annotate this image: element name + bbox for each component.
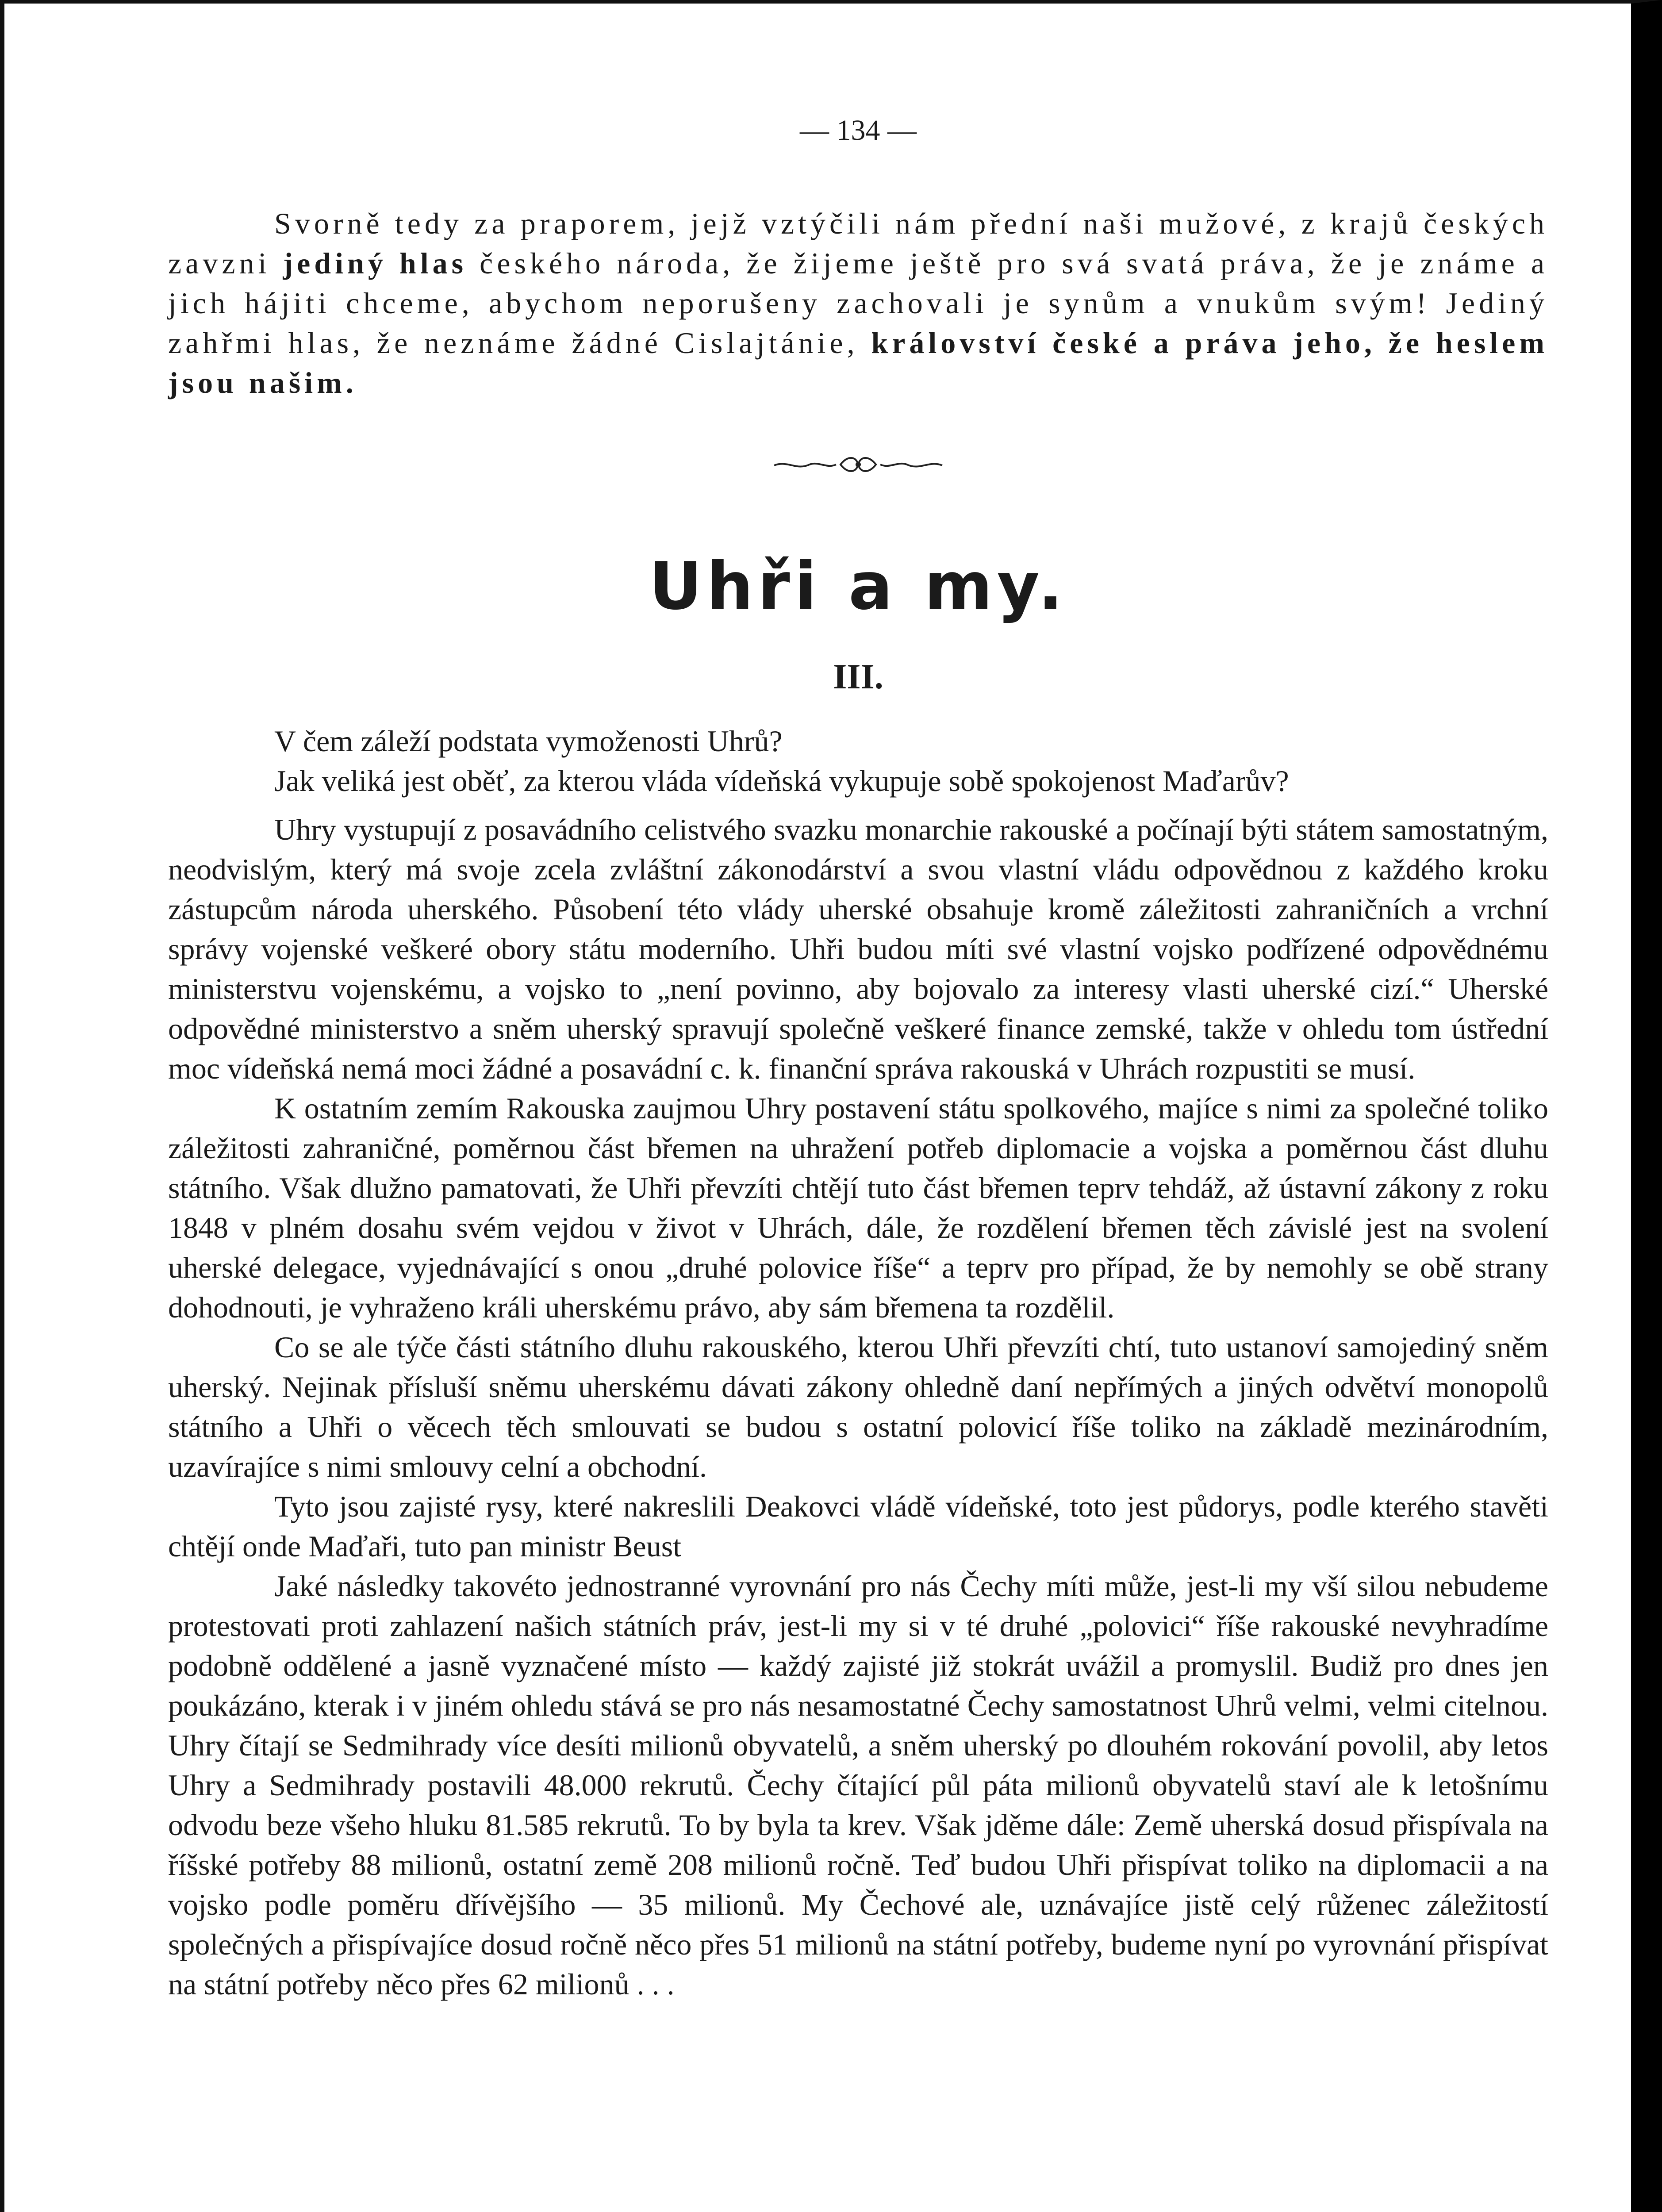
intro-bold-1: jediný hlas xyxy=(283,246,468,280)
body-paragraph-2: K ostatním zemím Rakouska zaujmou Uhry postavení státu spolkového, majíce s nimi za společné toliko záležitosti zahraničné, poměrnou část břemen na uhražení potřeb diplomacie a vojska a poměrnou část dluhu státního. Však dlužno pamatovati, že Uhři převzíti chtějí tuto část břemen teprv tehdáž, až ústavní zákony z roku 1848 v plném dosahu svém vejdou v život v Uhrách, dále, že rozdělení břemen těch závislé jest na svolení uherské delegace, vyjednávající s onou „druhé polovice říše“ a teprv pro případ, že by nemohly se obě strany dohodnouti, je vyhraženo králi uherskému právo, aby sám břemena ta rozdělil. xyxy=(168,1091,1548,1324)
body-paragraph-3: Co se ale týče části státního dluhu rakouského, kterou Uhři převzíti chtí, tuto ustanoví samojediný sněm uherský. Nejinak přísluší sněmu uherskému dávati zákony ohledně daní nepřímých a jiných odvětví monopolů státního a Uhři o věcech těch smlouvati se budou s ostatní polovicí říše toliko na základě mezinárodním, uzavírajíce s nimi smlouvy celní a obchodní. xyxy=(168,1330,1548,1483)
body-paragraph-4: Tyto jsou zajisté rysy, které nakreslili Deakovci vládě vídeňské, toto jest půdorys, podle kterého stavěti chtějí onde Maďaři, tuto pan ministr Beust xyxy=(168,1490,1548,1563)
section-number: III. xyxy=(833,657,883,696)
page-number: — 134 — xyxy=(800,114,917,146)
intro-bold-2: království české a práva jeho, že heslem jsou našim. xyxy=(168,326,1549,399)
document-page xyxy=(168,111,1548,2004)
question-1: V čem záleží podstata vymoženosti Uhrů? xyxy=(274,724,783,758)
question-2: Jak veliká jest oběť, za kterou vláda vídeňská vykupuje sobě spokojenost Maďarův? xyxy=(274,764,1289,798)
article-title: Uhři a my. xyxy=(649,548,1067,624)
intro-text-1: Svorně tedy za praporem, jejž vztýčili nám přední naši mužové, z krajů českých zavzni xyxy=(168,207,1548,280)
body-paragraph-1: Uhry vystupují z posavádního celistvého svazku monarchie rakouské a počínají býti státem samostatným, neodvislým, který má svoje zcela zvláštní zákonodárství a svou vlastní vládu odpovědnou z každého kroku zástupcům národa uherského. Působení této vlády uherské obsahuje kromě záležitosti zahraničních a vrchní správy vojenské veškeré obory státu moderního. Uhři budou míti své vlastní vojsko podřízené odpovědnému ministerstvu vojenskému, a vojsko to „není povinno, aby bojovalo za interesy vlasti uherské cizí.“ Uherské odpovědné ministerstvo a sněm uherský spravují společně veškeré finance zemské, takže v ohledu tom ústřední moc vídeňská nemá moci žádné a posavádní c. k. finanční správa rakouská v Uhrách rozpustiti se musí. xyxy=(168,813,1548,1085)
intro-text-2: českého národa, že žijeme ještě pro svá svatá práva, že je známe a jich hájiti chceme, abychom neporušeny zachovali je synům a vnukům svým! Jediný zahřmi hlas, že neznáme žádné Cislajtánie, xyxy=(168,246,1549,360)
ornament-divider-icon xyxy=(770,451,947,478)
intro-paragraph xyxy=(168,204,1548,403)
questions xyxy=(168,721,1548,801)
body-paragraph-5: Jaké následky takovéto jednostranné vyrovnání pro nás Čechy míti může, jest-li my vší silou nebudeme protestovati proti zahlazení našich státních práv, jest-li my si v té druhé „polovici“ říše rakouské nevyhradíme podobně oddělené a jasně vyznačené místo — každý zajisté již stokrát uvážil a promyslil. Budiž pro dnes jen poukázáno, kterak i v jiném ohledu stává se pro nás nesamostatné Čechy samostatnost Uhrů velmi, velmi citelnou. Uhry čítají se Sedmihrady více desíti milionů obyvatelů, a sněm uherský po dlouhém rokování povolil, aby letos Uhry a Sedmihrady postavili 48.000 rekrutů. Čechy čítající půl páta milionů obyvatelů staví ale k letošnímu odvodu beze všeho hluku 81.585 rekrutů. To by byla ta krev. Však jděme dále: Země uherská dosud přispívala na říšské potřeby 88 milionů, ostatní země 208 milionů ročně. Teď budou Uhři přispívat toliko na diplomacii a na vojsko podle poměru dřívějšího — 35 milionů. My Čechové ale, uznávajíce jistě celý růženec záležitostí společných a přispívajíce dosud ročně něco přes 51 milionů na státní potřeby, budeme nyní po vyrovnání přispívat na státní potřeby něco přes 62 milionů . . . xyxy=(168,1569,1548,2001)
